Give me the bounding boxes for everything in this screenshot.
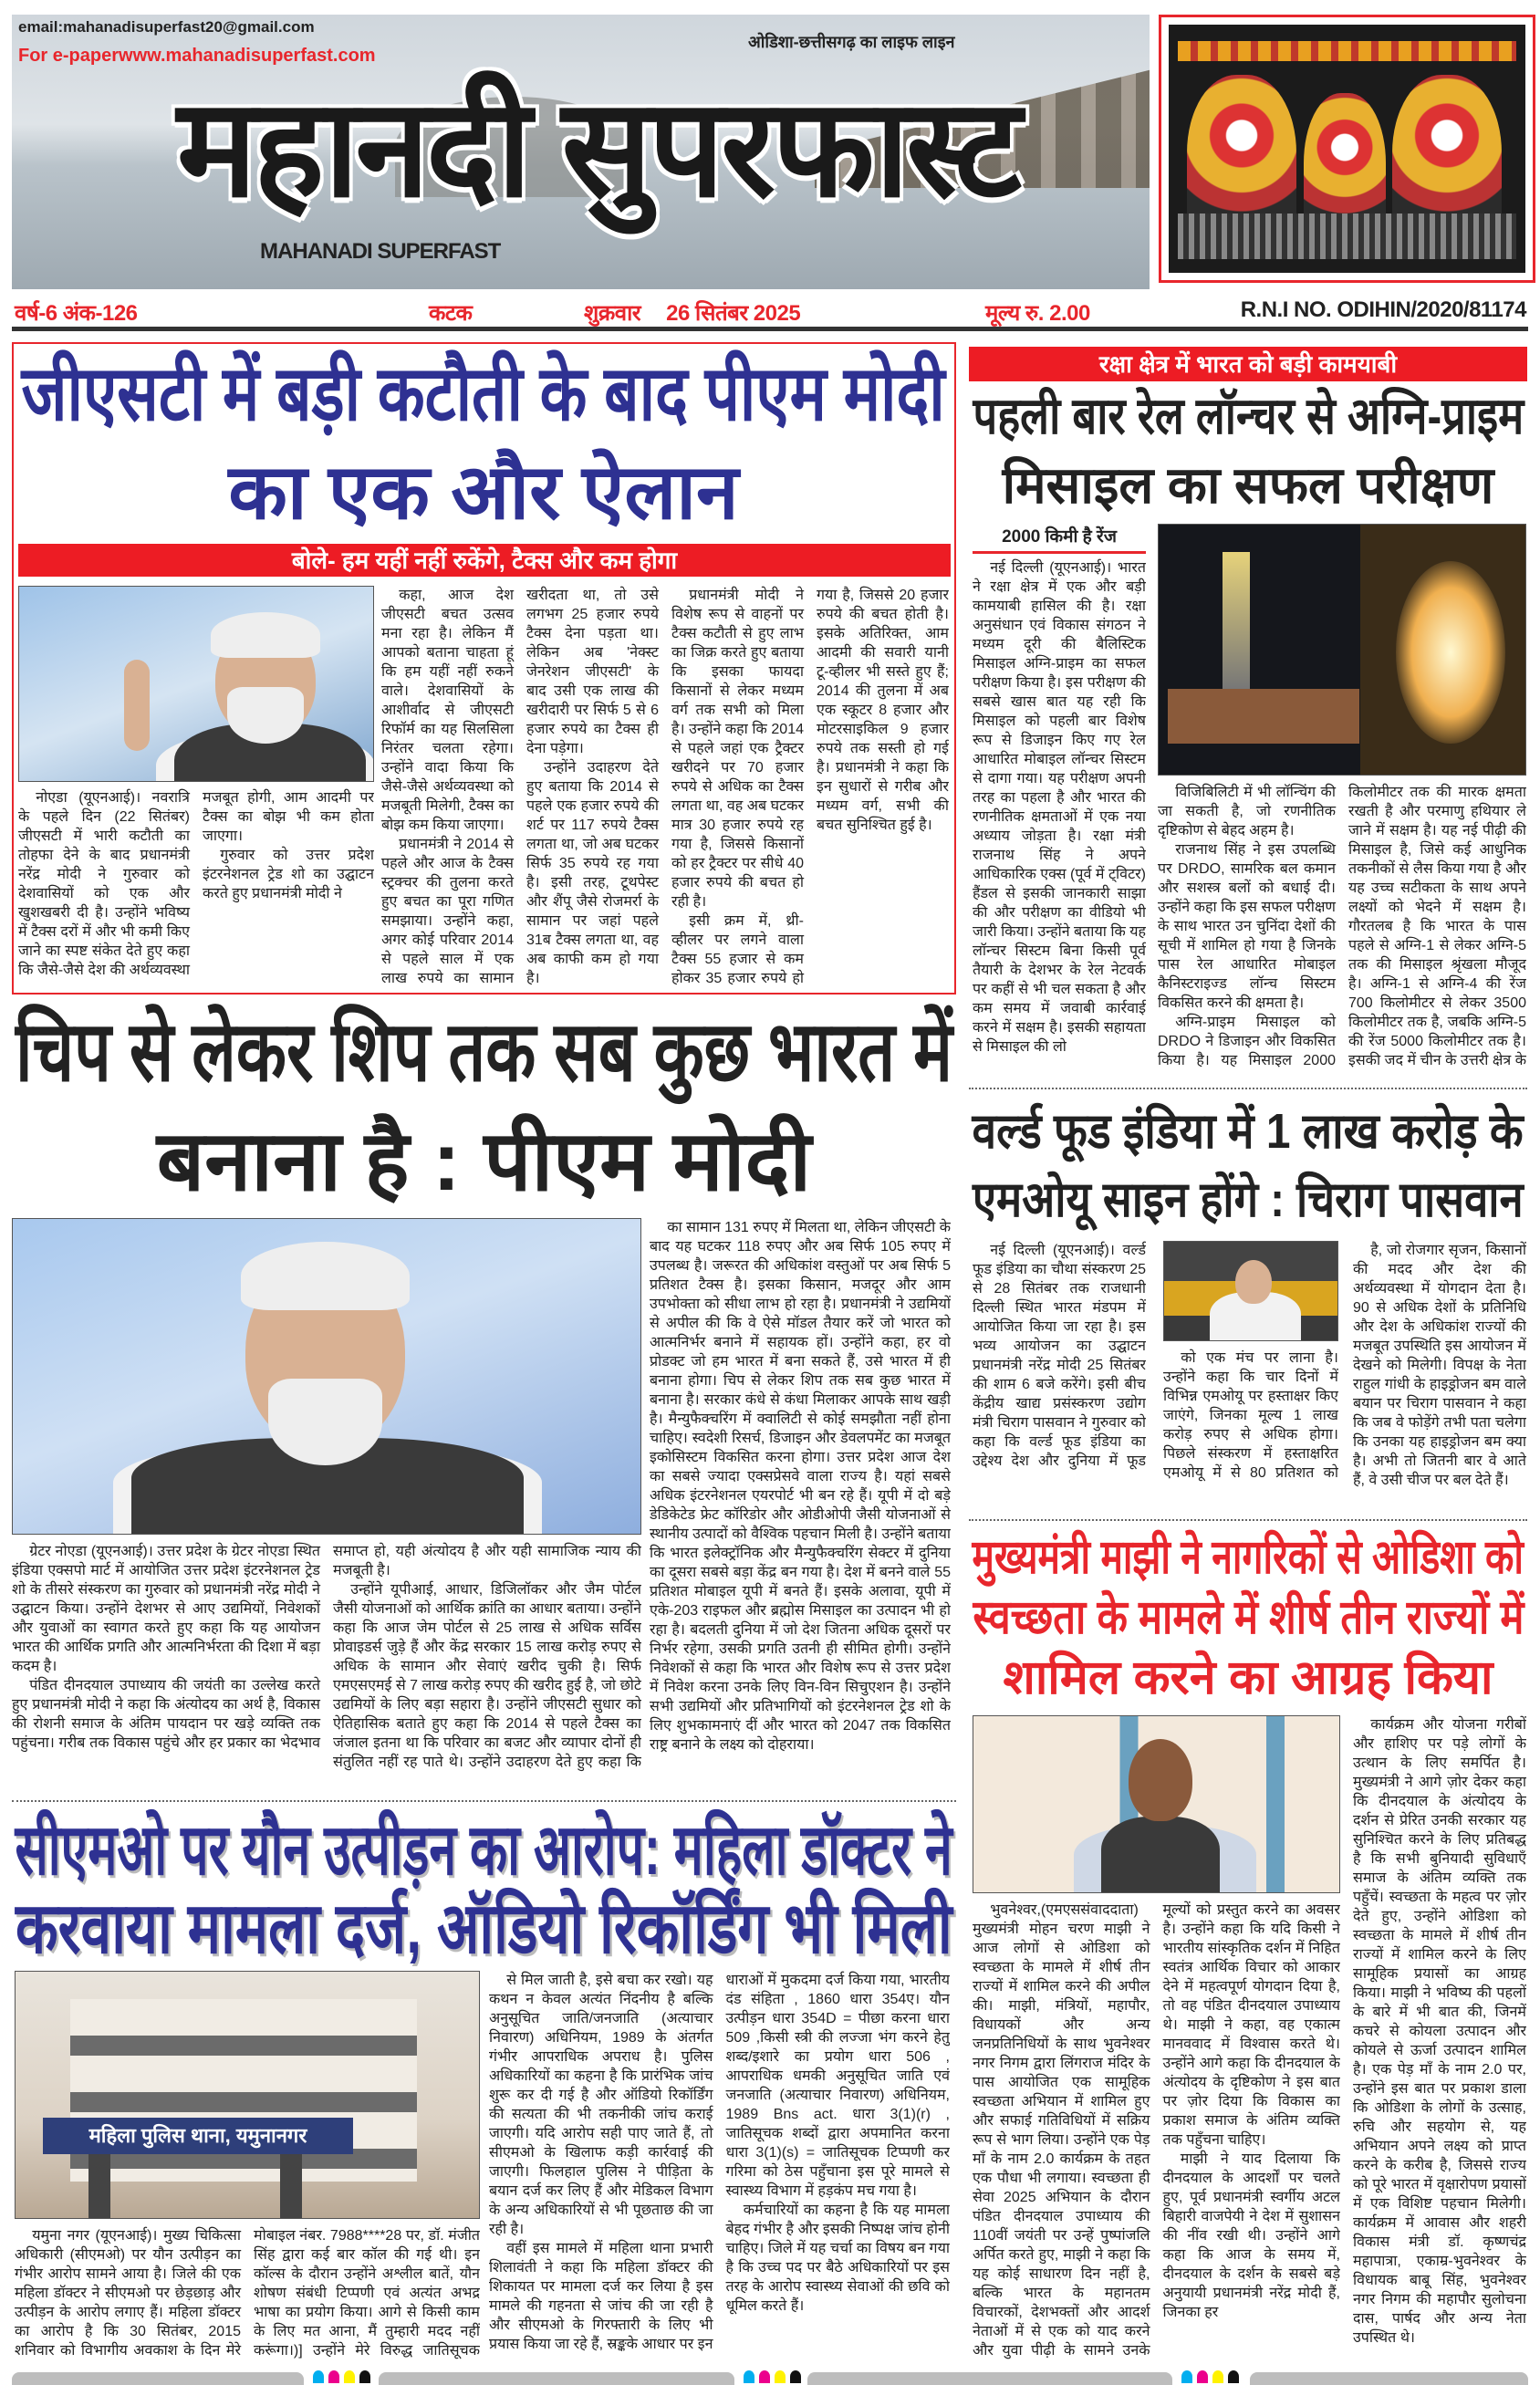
- majhi-headline-line1: मुख्यमंत्री माझी ने नागरिकों से ओडिशा को: [972, 1531, 1524, 1584]
- gst-body-part1: नोएडा (यूएनआई)। नवरात्रि के पहले दिन (22 सितंबर) जीएसटी में भारी कटौती का तोहफा देने के बाद प्रधानमंत्री नरेंद्र मोदी ने गुरुवार को देशवासियों को एक और खुशखबरी दी है। उन्होंने भविष्य में टैक्स दरों में और भी कमी किए जाने का स्पष्ट संकेत देते हुए कहा कि जैसे-जैसे देश की अर्थव्यवस्था मजबूत होगी, आम आदमी पर टैक्स का बोझ भी कम होता जाएगा। गुरुवार को उत्तर प्रदेश इंटरनेशनल ट्रेड शो का उद्घाटन करते हुए प्रधानमंत्री मोदी ने: [18, 790, 374, 978]
- footer-bar: [807, 2372, 1172, 2385]
- agni-body-part2: विजिबिलिटी में भी लॉन्चिंग की जा सकती है, जो रणनीतिक दृष्टिकोण से बेहद अहम है। राजनाथ सिंह ने इस उपलब्धि पर DRDO, सामरिक बल कमान और सशस्त्र बलों को बधाई दी। उन्होंने कहा कि इस सफल परीक्षण के साथ भारत उन चुनिंदा देशों की सूची में शामिल हो गया है जिनके पास रेल आधारित मोबाइल कैनिस्टराइज्ड लॉन्च सिस्टम विकसित करने की क्षमता है। अग्नि-प्राइम मिसाइल को DRDO ने डिजाइन और विकसित किया है। यह मिसाइल 2000 किलोमीटर तक की मारक क्षमता रखती है और परमाणु हथियार ले जाने में सक्षम है। यह नई पीढ़ी की मिसाइल है, जिसे कई आधुनिक तकनीकों से लैस किया गया है और यह उच्च सटीकता के साथ अपने लक्ष्यों को भेदने में सक्षम है। गौरतलब है कि भारत के पास पहले से अग्नि-1 से लेकर अग्नि-5 तक की मिसाइल श्रृंखला मौजूद है। अग्नि-1 से अग्नि-4 की रेंज 700 किलोमीटर से लेकर 3500 किलोमीटर तक है, जबकि अग्नि-5 की रेंज 5000 किलोमीटर तक है। इसकी जद में चीन के उत्तरी क्षेत्र के: [1158, 785, 1526, 1068]
- magenta-register-mark: [328, 2370, 339, 2383]
- agni-body-part1: नई दिल्ली (यूएनआई)। भारत ने रक्षा क्षेत्र में एक और बड़ी कामयाबी हासिल की है। रक्षा अनुसंधान एवं विकास संगठन ने मध्यम दूरी की बैलिस्टिक मिसाइल अग्नि-प्राइम का सफल परीक्षण किया है। इस परीक्षण की सबसे खास बात यह रही कि मिसाइल को पहली बार विशेष रूप से डिजाइन किए गए रेल आधारित मोबाइल लॉन्चर सिस्टम से दागा गया। यह परीक्षण अपनी तरह का पहला है और भारत की रणनीतिक क्षमताओं में एक नया अध्याय जोड़ता है। रक्षा मंत्री राजनाथ सिंह ने अपने आधिकारिक एक्स (पूर्व में ट्विटर) हैंडल से इसकी जानकारी साझा की और परीक्षण का वीडियो भी जारी किया। उन्होंने बताया कि यह लॉन्चर सिस्टम बिना किसी पूर्व तैयारी के देशभर के रेल नेटवर्क पर कहीं से भी चल सकता है और कम समय में जवाबी कार्रवाई करने में सक्षम है। इसकी सहायता से मिसाइल की लो: [973, 560, 1146, 1055]
- yellow-register-mark: [775, 2370, 786, 2383]
- majhi-headline-line2: स्वच्छता के मामले में शीर्ष तीन राज्यों में: [973, 1591, 1524, 1644]
- black-register-mark: [790, 2370, 801, 2383]
- food-headline-line2: एमओयू साइन होंगे : चिराग पासवान: [973, 1172, 1524, 1227]
- newspaper-title-english: MAHANADI SUPERFAST: [260, 239, 501, 264]
- footer-bar: [379, 2372, 734, 2385]
- rni-number: R.N.I NO. ODIHIN/2020/81174: [1240, 297, 1526, 322]
- chirag-paswan-photo: [1163, 1241, 1338, 1341]
- edition-city: कटक: [429, 301, 473, 326]
- cyan-register-mark: [744, 2370, 754, 2383]
- majhi-photo: [973, 1715, 1340, 1893]
- masthead-divider: [12, 327, 1528, 331]
- jagannath-image: [1159, 15, 1535, 283]
- black-register-mark: [359, 2370, 370, 2383]
- police-station-photo: [15, 1971, 480, 2219]
- food-headline-line1: वर्ल्ड फूड इंडिया में 1 लाख करोड़ के: [972, 1104, 1524, 1159]
- agni-headline-line1: पहली बार रेल लॉन्चर से अग्नि-प्राइम: [973, 387, 1524, 444]
- epaper-link[interactable]: For e-paperwww.mahanadisuperfast.com: [18, 46, 376, 66]
- newspaper-title: महानदी सुपरफास्ट: [176, 71, 1019, 224]
- gst-headline-line1: जीएसटी में बड़ी कटौती के बाद पीएम मोदी: [21, 350, 946, 436]
- food-body-part1: नई दिल्ली (यूएनआई)। वर्ल्ड फूड इंडिया का चौथा संस्करण 25 से 28 सितंबर तक राजधानी दिल्ली स्थित भारत मंडपम में आयोजित किया जा रहा है। इस भव्य आयोजन का उद्घाटन प्रधानमंत्री नरेंद्र मोदी 25 सितंबर की शाम 6 बजे करेंगे। इसी बीच केंद्रीय खाद्य प्रसंस्करण उद्योग मंत्री चिराग पासवान ने गुरुवार को कहा कि वर्ल्ड फूड इंडिया का उद्देश्य देश और दुनिया में फूड: [973, 1243, 1146, 1469]
- contact-email[interactable]: email:mahanadisuperfast20@gmail.com: [18, 18, 315, 36]
- publication-day-date: [584, 297, 800, 328]
- modi-photo-1: [18, 586, 374, 782]
- food-body-part2: को एक मंच पर लाना है। उन्होंने कहा कि चार दिनों में विभिन्न एमओयू पर हस्ताक्षर किए जाएंगे, जिनका मूल्य 1 लाख करोड़ रुपए से अधिक होगा। पिछले संस्करण में हस्ताक्षरित एमओयू में से 80 प्रतिशत को: [1163, 1350, 1338, 1481]
- divider: [969, 1519, 1527, 1521]
- yellow-register-mark: [1212, 2370, 1223, 2383]
- cyan-register-mark: [313, 2370, 324, 2383]
- modi-photo-2: [12, 1218, 641, 1535]
- agni-headline-line2: मिसाइल का सफल परीक्षण: [1002, 456, 1494, 514]
- magenta-register-mark: [759, 2370, 770, 2383]
- footer-bar: [1250, 2372, 1528, 2385]
- price: मूल्य रु. 2.00: [985, 301, 1090, 326]
- majhi-headline-line3: शामिल करने का आग्रह किया: [1003, 1651, 1493, 1704]
- issue-number: वर्ष-6 अंक-126: [15, 301, 138, 326]
- food-body-part3: है, जो रोजगार सृजन, किसानों की मदद और देश की अर्थव्यवस्था में योगदान देता है। 90 से अधिक देशों के प्रतिनिधि और देश के अधिकांश राज्यों की मजबूत उपस्थिति इस आयोजन में देखने को मिलेगी। विपक्ष के नेता राहुल गांधी के हाइड्रोजन बम वाले बयान पर चिराग पासवान ने कहा कि जब वे फोड़ेंगे तभी पता चलेगा कि उनका यह हाइड्रोजन बम क्या है। अभी तो जितनी बार वे आते हैं, वे उसी चीज पर बल देते हैं।: [1353, 1243, 1526, 1488]
- gst-body-part2: कहा, आज देश जीएसटी बचत उत्सव मना रहा है। लेकिन मैं आपको बताना चाहता हूं कि हम यहीं नहीं रुकने वाले। देशवासियों के आशीर्वाद से जीएसटी रिफॉर्म का यह सिलसिला निरंतर चलता रहेगा। उन्होंने वादा किया कि जैसे-जैसे अर्थव्यवस्था को मजबूती मिलेगी, टैक्स का बोझ कम किया जाएगा। प्रधानमंत्री ने 2014 से पहले और आज के टैक्स स्ट्रक्चर की तुलना करते हुए बचत का पूरा गणित समझाया। उन्होंने कहा, अगर कोई परिवार 2014 से पहले साल में एक लाख रुपये का सामान खरीदता था, तो उसे लगभग 25 हजार रुपये टैक्स देना पड़ता था। लेकिन अब 'नेक्स्ट जेनरेशन जीएसटी' के बाद उसी एक लाख की खरीदारी पर सिर्फ 5 से 6 हजार रुपये का टैक्स ही देना पड़ेगा। उन्होंने उदाहरण देते हुए बताया कि 2014 से पहले एक हजार रुपये की शर्ट पर 117 रुपये टैक्स लगता था, जो अब घटकर सिर्फ 35 रुपये रह गया है। इसी तरह, टूथपेस्ट और शैंपू जैसे रोजमर्रा के सामान पर जहां पहले 31ब टैक्स लगता था, वह अब काफी कम हो गया है। प्रधानमंत्री मोदी ने विशेष रूप से वाहनों पर टैक्स कटौती से हुए लाभ का जिक्र करते हुए बताया कि इसका फायदा किसानों से लेकर मध्यम वर्ग तक सभी को मिला है। उन्होंने कहा कि 2014 से पहले जहां एक ट्रैक्टर खरीदने पर 70 हजार रुपये से अधिक का टैक्स लगता था, वह अब घटकर मात्र 30 हजार रुपये रह गया है, जिससे किसानों को हर ट्रैक्टर पर सीधे 40 हजार रुपये की बचत हो रही है। इसी क्रम में, थ्री-व्हीलर पर लगने वाला टैक्स 55 हजार से कम होकर 35 हजार रुपये हो गया है, जिससे 20 हजार रुपये की बचत होती है। इसके अतिरिक्त, आम आदमी की सवारी यानी टू-व्हीलर भी सस्ते हुए हैं; 2014 की तुलना में अब एक स्कूटर 8 हजार और मोटरसाइकिल 9 हजार रुपये तक सस्ती हो गई है। प्रधानमंत्री ने कहा कि इन सुधारों से गरीब और मध्यम वर्ग, सभी की बचत सुनिश्चित हुई है।: [381, 588, 949, 986]
- chip-body-part1: ग्रेटर नोएडा (यूएनआई)। उत्तर प्रदेश के ग्रेटर नोएडा स्थित इंडिया एक्सपो मार्ट में आयोजित उत्तर प्रदेश इंटरनेशनल ट्रेड शो के तीसरे संस्करण का गुरुवार को प्रधानमंत्री नरेंद्र मोदी ने उद्घाटन किया। उन्होंने देशभर से आए उद्यमियों, निवेशकों और युवाओं का स्वागत करते हुए कहा कि यह आयोजन भारत की आर्थिक प्रगति और आत्मनिर्भरता की दिशा में बड़ा कदम है। पंडित दीनदयाल उपाध्याय की जयंती का उल्लेख करते हुए प्रधानमंत्री मोदी ने कहा कि अंत्योदय का अर्थ है, विकास की रोशनी समाज के अंतिम पायदान पर खड़े व्यक्ति तक पहुंचना। गरीब तक विकास पहुंचे और हर प्रकार का भेदभाव समाप्त हो, यही अंत्योदय है और यही सामाजिक न्याय की मजबूती है। उन्होंने यूपीआई, आधार, डिजिलॉकर और जैम पोर्टल जैसी योजनाओं को आर्थिक क्रांति का आधार बताया। उन्होंने कहा कि आज जेम पोर्टल से 25 लाख से अधिक सर्विस प्रोवाइडर्स जुड़े हैं और केंद्र सरकार 15 लाख करोड़ रुपए से अधिक के सामान और सेवाएं खरीद चुकी है। सिर्फ एमएसएमई से 7 लाख करोड़ रुपए की खरीद हुई है, जो छोटे उद्यमियों के लिए बड़ा सहारा है। उन्होंने जीएसटी सुधार को ऐतिहासिक बताते हुए कहा कि 2014 से पहले टैक्स का जंजाल इतना था कि परिवार का बजट और व्यापार दोनों ही संतुलित नहीं रह पाते थे। उन्होंने उदाहरण देते हुए कहा कि: [12, 1544, 641, 1770]
- gst-subhead: बोले- हम यहीं नहीं रुकेंगे, टैक्स और कम होगा: [18, 544, 951, 577]
- cmo-body-part1: यमुना नगर (यूएनआई)। मुख्य चिकित्सा अधिकारी (सीएमओ) पर यौन उत्पीड़न का गंभीर आरोप सामने आया है। जिले की एक महिला डॉक्टर ने सीएमओ पर छेड़छाड़ और उत्पीड़न के आरोप लगाए हैं। महिला डॉक्टर का आरोप है कि 30 सितंबर, 2015 शनिवार को विभागीय अवकाश के दिन मेरे मोबाइल नंबर. 7988****28 पर, डॉ. मंजीत सिंह द्वारा कई बार कॉल की गई थी। इन कॉल्स के दौरान उन्होंने अश्लील बातें, यौन शोषण संबंधी टिप्पणी एवं अत्यंत अभद्र भाषा का प्रयोग किया। आगे से किसी काम के लिए मत आना, मैं तुम्हारी मदद नहीं करूंगा।)] उन्होंने मेरे विरुद्ध जातिसूचक: [15, 2228, 480, 2359]
- black-register-mark: [1228, 2370, 1239, 2383]
- police-station-sign: महिला पुलिस थाना, यमुनानगर: [43, 2118, 353, 2154]
- divider: [12, 1800, 956, 1802]
- agni-subhead: 2000 किमी है रेंज: [973, 524, 1146, 554]
- missile-launch-photo: [1158, 524, 1526, 776]
- chip-body-part2: का सामान 131 रुपए में मिलता था, लेकिन जीएसटी के बाद यह घटकर 118 रुपए और अब सिर्फ 105 रुपए में उपलब्ध है। जरूरत की अधिकांश वस्तुओं पर अब सिर्फ 5 प्रतिशत टैक्स है। इसका किसान, मजदूर और आम उपभोक्ता को सीधा लाभ हो रहा है। प्रधानमंत्री ने उद्यमियों से अपील की कि वे ऐसे मॉडल तैयार करें जो भारत को आत्मनिर्भर बनाने में सहायक हों। उन्होंने कहा, हर वो प्रोडक्ट जो हम भारत में बना सकते हैं, उसे भारत में ही बनाना होगा। चिप से लेकर शिप तक सब कुछ भारत में बनाना है। सरकार कंधे से कंधा मिलाकर आपके साथ खड़ी है। मैन्युफैक्चरिंग में क्वालिटी से कोई समझौता नहीं होना चाहिए। स्वदेशी रिसर्च, डिजाइन और डेवलपमेंट का मजबूत इकोसिस्टम विकसित करना होगा। उत्तर प्रदेश आज देश का सबसे ज्यादा एक्सप्रेसवे वाला राज्य है। यहां सबसे अधिक इंटरनेशनल एयरपोर्ट भी बन रहे हैं। यूपी में दो बड़े डेडिकेटेड फ्रेट कॉरिडोर और ओडीओपी जैसी योजनाओं से स्थानीय उत्पादों को वैश्विक पहचान मिली है। उन्होंने बताया कि भारत इलेक्ट्रॉनिक और मैन्युफैक्चरिंग सेक्टर में दुनिया का दूसरा सबसे बड़ा केंद्र बन गया है। देश में बनने वाले 55 प्रतिशत मोबाइल यूपी में बनते हैं। इसके अलावा, यूपी में एके-203 राइफल और ब्रह्मोस मिसाइल का उत्पादन भी हो रहा है। बदलती दुनिया में जो देश जितना अधिक दूसरों पर निर्भर रहेगा, उसकी प्रगति उतनी ही सीमित होगी। उन्होंने निवेशकों से कहा कि भारत और विशेष रूप से उत्तर प्रदेश में निवेश करना उनके लिए विन-विन सिचुएशन है। उन्होंने सभी उद्यमियों और प्रतिभागियों को इंटरनेशनल ट्रेड शो के लिए शुभकामनाएं दीं और भारत को 2047 तक विकसित राष्ट्र बनाने के लक्ष्य को दोहराया।: [650, 1220, 951, 1753]
- cmo-body-part2: से मिल जाती है, इसे बचा कर रखो। यह कथन न केवल अत्यंत निंदनीय है बल्कि अनुसूचित जाति/जनजाति (अत्याचार निवारण) अधिनियम, 1989 के अंतर्गत गंभीर आपराधिक अपराध है। पुलिस अधिकारियों का कहना है कि प्रारंभिक जांच शुरू कर दी गई है और ऑडियो रिकॉर्डिंग की सत्यता की भी तकनीकी जांच कराई जाएगी। यदि आरोप सही पाए जाते हैं, तो सीएमओ के खिलाफ कड़ी कार्रवाई की जाएगी। फिलहाल पुलिस ने पीड़िता के बयान दर्ज कर लिए हैं और मेडिकल विभाग के अन्य अधिकारियों से भी पूछताछ की जा रही है। वहीं इस मामले में महिला थाना प्रभारी शिलावंती ने कहा कि महिला डॉक्टर की शिकायत पर मामला दर्ज कर लिया है इस मामले की गहनता से जांच की जा रही है और सीएमओ के गिरफ्तारी के लिए भी प्रयास किया जा रहे हैं, स्रङ्कके आधार पर इन धाराओं में मुकदमा दर्ज किया गया, भारतीय दंड संहिता , 1860 धारा 354ए। यौन उत्पीड़न धारा 354D = पीछा करना धारा 509 ,किसी स्त्री की लज्जा भंग करने हेतु शब्द/इशारे का प्रयोग धारा 506 , आपराधिक धमकी अनुसूचित जाति एवं जनजाति (अत्याचार निवारण) अधिनियम, 1989 Bns act. धारा 3(1)(r) , जातिसूचक शब्दों द्वारा अपमानित करना धारा 3(1)(s) = जातिसूचक टिप्पणी कर गरिमा को ठेस पहुँचाना इस पूरे मामले से स्वास्थ्य विभाग में हड़कंप मच गया है। कर्मचारियों का कहना है कि यह मामला बेहद गंभीर है और इसकी निष्पक्ष जांच होनी चाहिए। जिले में यह चर्चा का विषय बन गया है कि उच्च पद पर बैठे अधिकारियों पर इस तरह के आरोप स्वास्थ्य सेवाओं की छवि को धूमिल करते हैं।: [489, 1973, 950, 2352]
- footer-bar: [12, 2372, 304, 2385]
- cmo-headline-line1: सीएमओ पर यौन उत्पीड़न का आरोप: महिला डॉक्टर ने: [15, 1809, 953, 1890]
- gst-headline-line2: का एक और ऐलान: [228, 449, 739, 535]
- publication-date: 26 सितंबर 2025: [666, 301, 801, 326]
- magenta-register-mark: [1197, 2370, 1208, 2383]
- cmo-headline-line2: करवाया मामला दर्ज, ऑडियो रिकॉर्डिंग भी मिली: [16, 1888, 952, 1968]
- agni-kicker: रक्षा क्षेत्र में भारत को बड़ी कामयाबी: [969, 347, 1527, 381]
- chip-headline-line1: चिप से लेकर शिप तक सब कुछ भारत में: [15, 1005, 953, 1099]
- majhi-body-part2: कार्यक्रम और योजना गरीबों और हाशिए पर पड़े लोगों के उत्थान के लिए समर्पित है। मुख्यमंत्री ने आगे ज़ोर देकर कहा कि दीनदयाल के अंत्योदय के दर्शन से प्रेरित उनकी सरकार यह सुनिश्चित करने के लिए प्रतिबद्ध है कि सभी बुनियादी सुविधाएँ समाज के अंतिम व्यक्ति तक पहुँचें। स्वच्छता के महत्व पर ज़ोर देते हुए, उन्होंने ओडिशा को स्वच्छता के मामले में शीर्ष तीन राज्यों में शामिल करने के लिए सामूहिक प्रयासों का आग्रह किया। माझी ने भविष्य की पहलों के बारे में भी बात की, जिनमें कचरे से कोयला उत्पादन और कोयले से ऊर्जा उत्पादन शामिल है। एक पेड़ माँ के नाम 2.0 पर, उन्होंने इस बात पर प्रकाश डाला कि ओडिशा के लोगों के उत्साह, रुचि और सहयोग से, यह अभियान अपने लक्ष्य को प्राप्त करने के करीब है, जिससे राज्य को पूरे भारत में वृक्षारोपण प्रयासों में एक विशिष्ट पहचान मिलेगी। कार्यक्रम में आवास और शहरी विकास मंत्री डॉ. कृष्णचंद्र महापात्रा, एकाम्र-भुवनेश्वर के विधायक बाबू सिंह, भुवनेश्वर नगर निगम की महापौर सुलोचना दास, पार्षद और अन्य नेता उपस्थित थे।: [1353, 1717, 1526, 2346]
- publication-day: शुक्रवार: [584, 301, 641, 326]
- majhi-body-part1: भुवनेश्वर,(एमएससंवाददाता) मुख्यमंत्री मोहन चरण माझी ने आज लोगों से ओडिशा को स्वच्छता के मामले में शीर्ष तीन राज्यों में शामिल करने की अपील की। माझी, मंत्रियों, महापौर, विधायकों और अन्य जनप्रतिनिधियों के साथ भुवनेश्वर नगर निगम द्वारा लिंगराज मंदिर के पास आयोजित एक सामूहिक स्वच्छता अभियान में शामिल हुए और सफाई गतिविधियों में सक्रिय रूप से भाग लिया। उन्होंने एक पेड़ माँ के नाम 2.0 कार्यक्रम के तहत एक पौधा भी लगाया। स्वच्छता ही सेवा 2025 अभियान के दौरान पंडित दीनदयाल उपाध्याय की 110वीं जयंती पर उन्हें पुष्पांजलि अर्पित करते हुए, माझी ने कहा कि यह कोई साधारण दिन नहीं है, बल्कि भारत के महानतम विचारकों, देशभक्तों और आदर्श नेताओं में से एक को याद करने और युवा पीढ़ी के सामने उनके मूल्यों को प्रस्तुत करने का अवसर है। उन्होंने कहा कि यदि किसी ने भारतीय सांस्कृतिक दर्शन में निहित स्वतंत्र आर्थिक विचार को आकार देने में महत्वपूर्ण योगदान दिया है, तो वह पंडित दीनदयाल उपाध्याय थे। माझी ने कहा, वह एकात्म मानववाद में विश्वास करते थे। उन्होंने आगे कहा कि दीनदयाल के अंत्योदय के दृष्टिकोण ने इस बात पर ज़ोर दिया कि विकास का प्रकाश समाज के अंतिम व्यक्ति तक पहुँचना चाहिए। माझी ने याद दिलाया कि दीनदयाल के आदर्शों पर चलते हुए, पूर्व प्रधानमंत्री स्वर्गीय अटल बिहारी वाजपेयी ने देश में सुशासन की नींव रखी थी। उन्होंने आगे कहा कि आज के समय में, दीनदयाल के दर्शन के सबसे बड़े अनुयायी प्रधानमंत्री नरेंद्र मोदी हैं, जिनका हर: [973, 1902, 1340, 2359]
- tagline: ओडिशा-छत्तीसगढ़ का लाइफ लाइन: [748, 33, 955, 51]
- divider: [969, 1088, 1527, 1089]
- cyan-register-mark: [1181, 2370, 1192, 2383]
- yellow-register-mark: [344, 2370, 355, 2383]
- chip-headline-line2: बनाना है : पीएम मोदी: [156, 1115, 812, 1208]
